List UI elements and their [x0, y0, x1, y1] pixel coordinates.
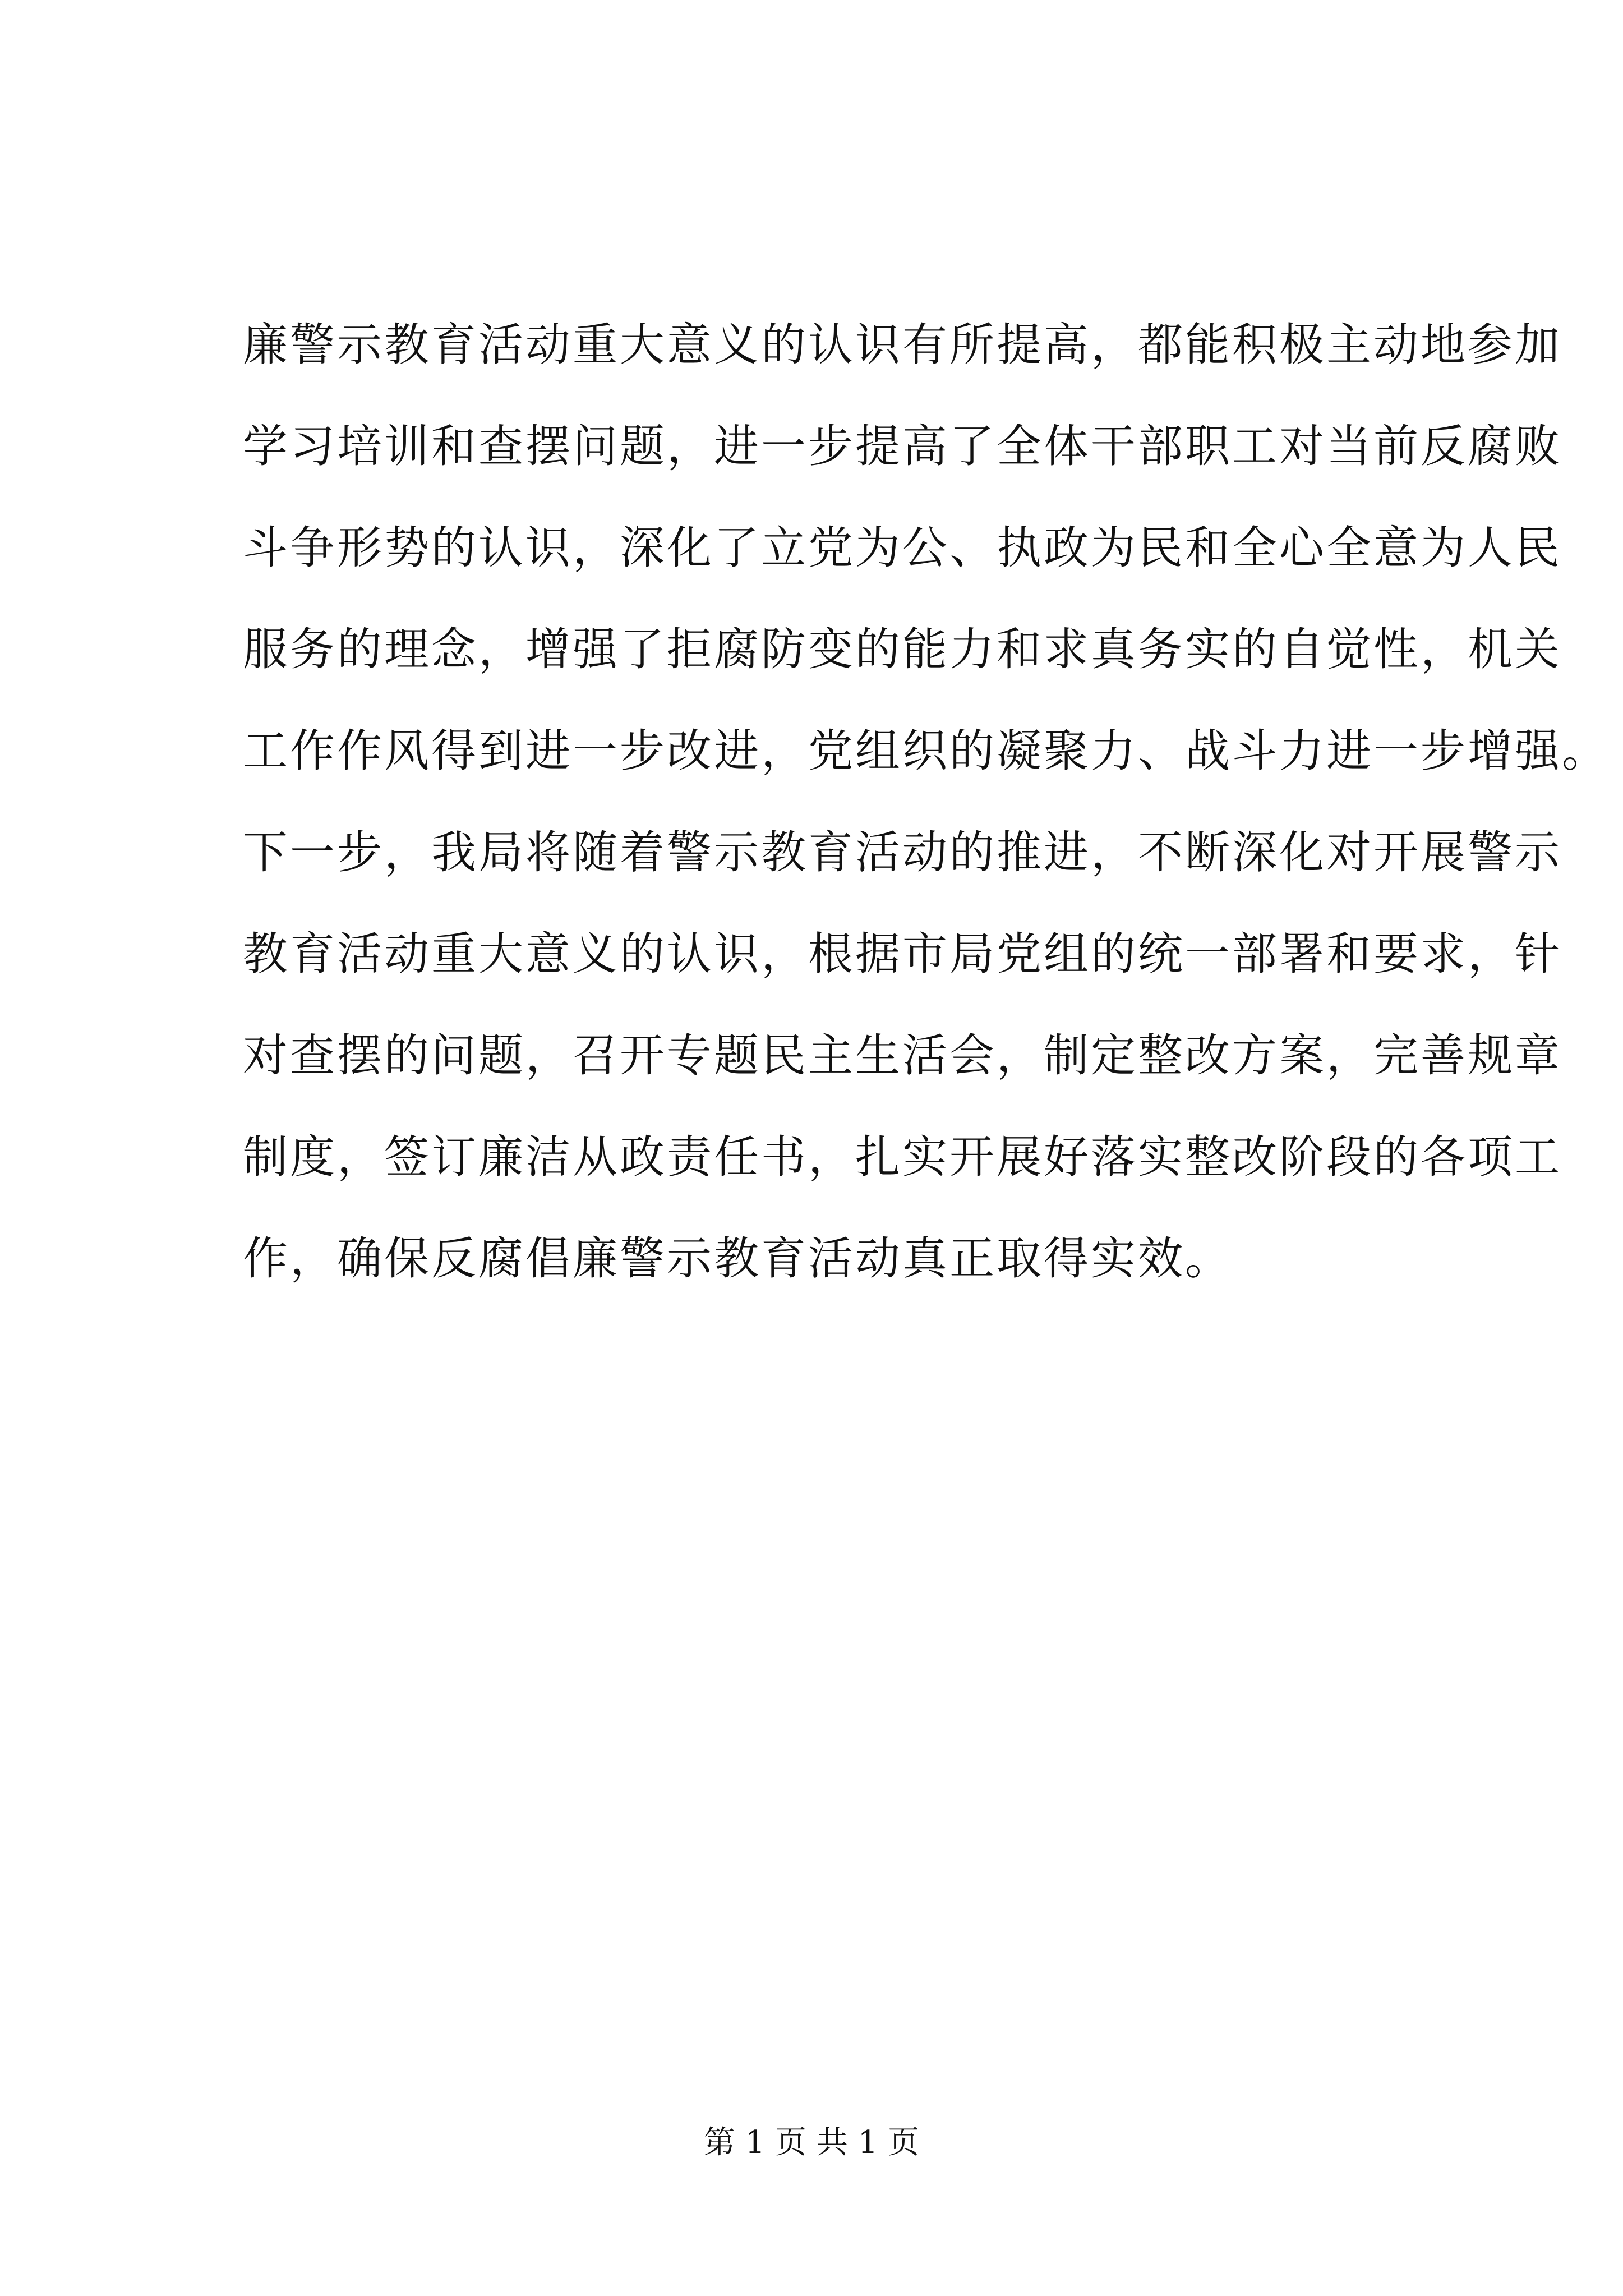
paragraph-line: 下一步，我局将随着警示教育活动的推进，不断深化对开展警示 — [243, 826, 1562, 878]
paragraph-line: 制度，签订廉洁从政责任书，扎实开展好落实整改阶段的各项工 — [243, 1131, 1562, 1183]
paragraph-line: 工作作风得到进一步改进，党组织的凝聚力、战斗力进一步增强。 — [243, 725, 1609, 777]
paragraph-line: 服务的理念，增强了拒腐防变的能力和求真务实的自觉性，机关 — [243, 623, 1562, 675]
body-paragraph — [243, 294, 1609, 1309]
paragraph-line: 学习培训和查摆问题，进一步提高了全体干部职工对当前反腐败 — [243, 420, 1562, 472]
page-number-footer: 第 1 页 共 1 页 — [703, 2124, 920, 2161]
paragraph-line: 廉警示教育活动重大意义的认识有所提高，都能积极主动地参加 — [243, 319, 1562, 371]
paragraph-line: 作，确保反腐倡廉警示教育活动真正取得实效。 — [243, 1232, 1232, 1285]
paragraph-line: 斗争形势的认识，深化了立党为公、执政为民和全心全意为人民 — [243, 522, 1562, 574]
paragraph-line: 教育活动重大意义的认识，根据市局党组的统一部署和要求，针 — [243, 928, 1562, 980]
paragraph-line: 对查摆的问题，召开专题民主生活会，制定整改方案，完善规章 — [243, 1029, 1562, 1082]
